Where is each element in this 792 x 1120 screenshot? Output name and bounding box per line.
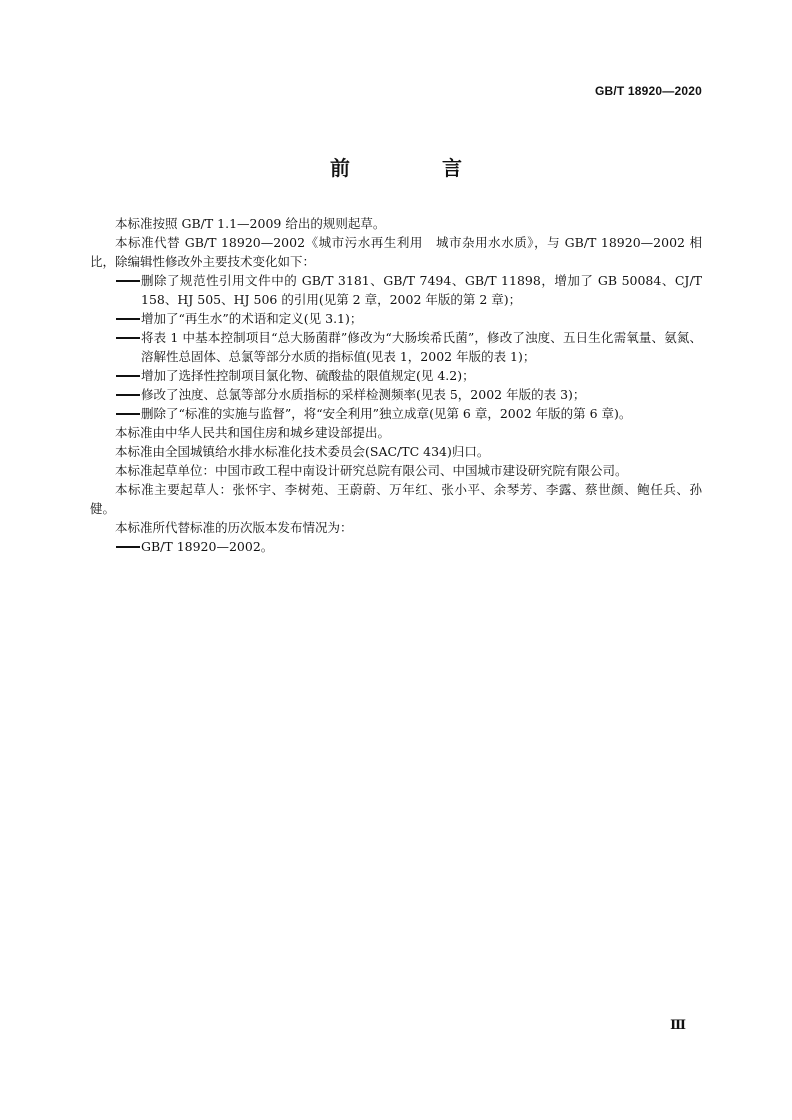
list-item-text: 增加了“再生水”的术语和定义(见 3.1)； <box>141 311 363 326</box>
paragraph-previous-editions: 本标准所代替标准的历次版本发布情况为： <box>115 520 353 535</box>
paragraph-replacement: 本标准代替 GB/T 18920—2002《城市污水再生利用 城市杂用水水质》，与 GB/T 18920—2002 相比，除编辑性修改外主要技术变化如下： <box>90 235 702 269</box>
list-item-text: 将表 1 中基本控制项目“总大肠菌群”修改为“大肠埃希氏菌”，修改了浊度、五日生化需氧量、氨氮、溶解性总固体、总氯等部分水质的指标值(见表 1，2002 年版的表 1)； <box>141 330 702 364</box>
paragraph-drafting-units: 本标准起草单位：中国市政工程中南设计研究总院有限公司、中国城市建设研究院有限公司。 <box>115 463 628 478</box>
foreword-body <box>90 214 702 556</box>
dash-marker <box>116 394 140 396</box>
page-title: 前 言 <box>330 156 498 180</box>
previous-versions-list <box>90 537 702 556</box>
list-item-text: GB/T 18920—2002。 <box>141 539 274 554</box>
page-number: Ⅲ <box>670 1018 686 1033</box>
dash-marker <box>116 546 140 548</box>
list-item <box>90 309 702 328</box>
paragraph-drafters: 本标准主要起草人：张怀宇、李树苑、王蔚蔚、万年红、张小平、余琴芳、李露、蔡世颜、鲍任兵、孙健。 <box>90 482 702 516</box>
list-item <box>90 385 702 404</box>
dash-marker <box>116 337 140 339</box>
list-item-text: 增加了选择性控制项目氯化物、硫酸盐的限值规定(见 4.2)； <box>141 368 475 383</box>
list-item-text: 删除了“标准的实施与监督”，将“安全利用”独立成章(见第 6 章，2002 年版的第 6 章)。 <box>141 406 632 421</box>
list-item <box>90 328 702 366</box>
paragraph-proposer: 本标准由中华人民共和国住房和城乡建设部提出。 <box>115 425 391 440</box>
dash-marker <box>116 375 140 377</box>
changes-list <box>90 271 702 423</box>
paragraph-drafting-rules: 本标准按照 GB/T 1.1—2009 给出的规则起草。 <box>115 216 386 231</box>
list-item <box>90 271 702 309</box>
list-item <box>90 404 702 423</box>
list-item-text: 删除了规范性引用文件中的 GB/T 3181、GB/T 7494、GB/T 11898，增加了 GB 50084、CJ/T 158、HJ 505、HJ 506 的引用(见第 2 章，2002 年版的第 2 章)； <box>141 273 702 307</box>
paragraph-committee: 本标准由全国城镇给水排水标准化技术委员会(SAC/TC 434)归口。 <box>115 444 490 459</box>
standard-code: GB/T 18920—2020 <box>594 84 702 98</box>
dash-marker <box>116 280 140 282</box>
list-item <box>90 366 702 385</box>
list-item <box>90 537 702 556</box>
list-item-text: 修改了浊度、总氯等部分水质指标的采样检测频率(见表 5，2002 年版的表 3)； <box>141 387 586 402</box>
dash-marker <box>116 413 140 415</box>
dash-marker <box>116 318 140 320</box>
